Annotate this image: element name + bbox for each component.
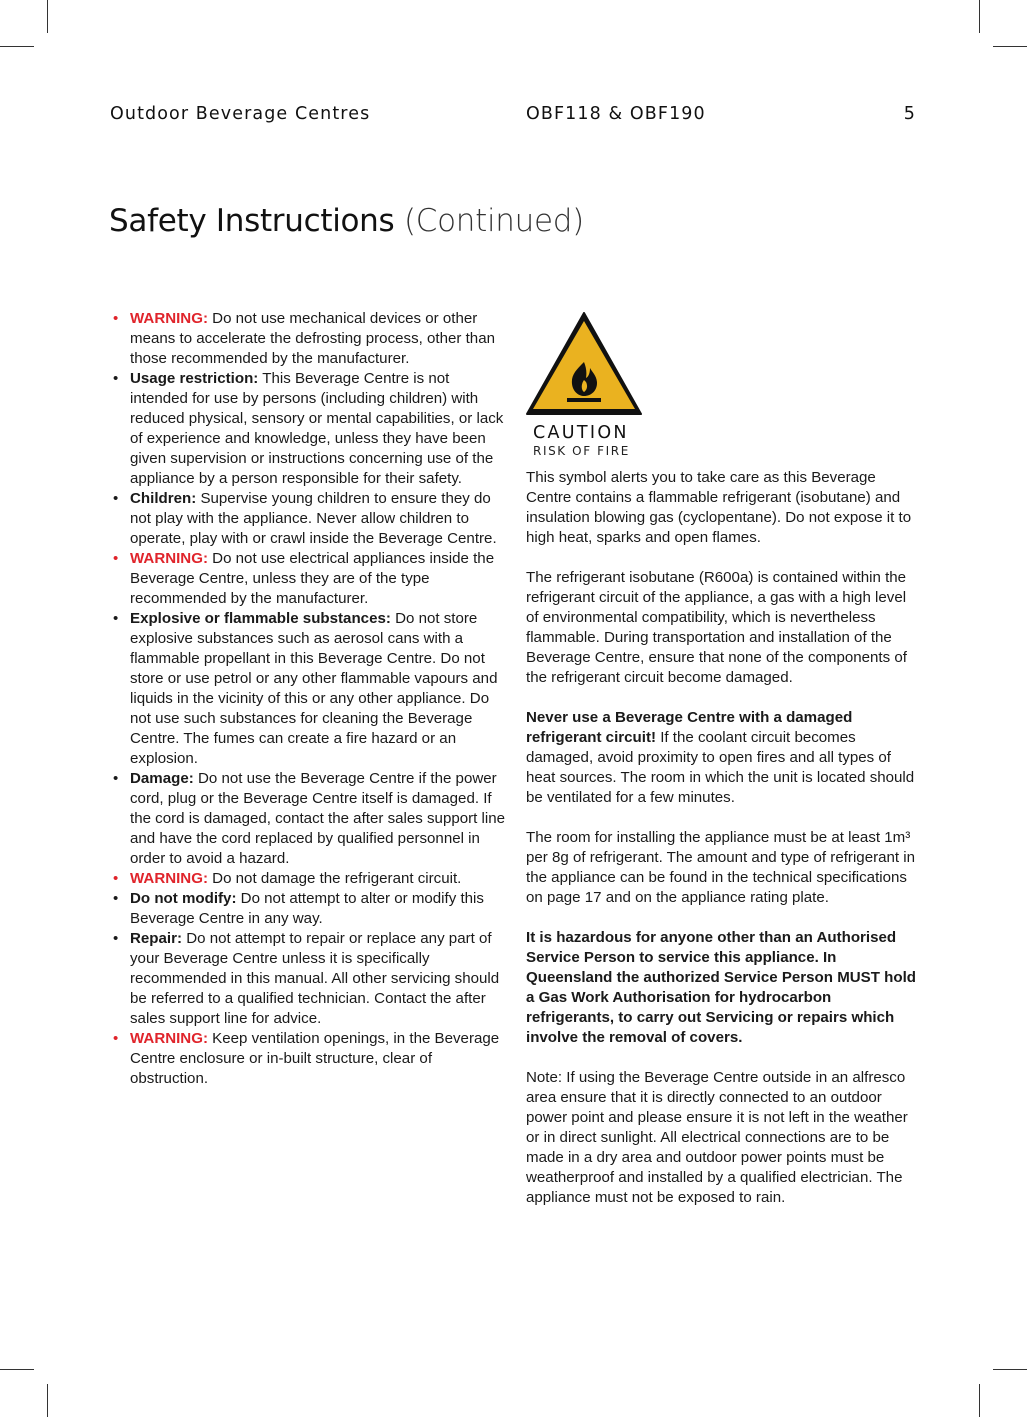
bullet-text: This Beverage Centre is not intended for use by persons (including children) with reduced physical, sensory or mental capabilities, or lack of experience and knowledge, unless they have been given supervision or instructions concerning use of the appliance by a person responsible for their safety. (130, 370, 504, 487)
bullet-label: Usage restriction: (130, 370, 259, 387)
bullet-text: Do not attempt to repair or replace any part of your Beverage Centre unless it is specifically recommended in this manual. All other servicing should be referred to a qualified technician. Contact the after sales support line for advice. (130, 930, 500, 1027)
bullet-label: Repair: (130, 930, 183, 947)
caution-label: CAUTION (533, 423, 629, 443)
safety-bullet-item (110, 869, 510, 889)
authorised-service-paragraph (526, 928, 921, 1048)
crop-mark (0, 1369, 34, 1370)
safety-bullet-item (110, 769, 510, 869)
bullet-dot-icon: • (113, 770, 119, 787)
safety-bullet-item (110, 889, 510, 929)
damaged-circuit-paragraph (526, 708, 921, 808)
crop-mark (993, 1369, 1027, 1370)
room-size-paragraph: The room for installing the appliance must be at least 1m³ per 8g of refrigerant. The amount and type of refrigerant in the appliance can be found in the technical specifications on page 17 and on the appliance rating plate. (526, 829, 916, 906)
damaged-circuit-text: If the coolant circuit becomes damaged, avoid proximity to open fires and all types of heat sources. The room in which the unit is located should be ventilated for a few minutes. (526, 729, 915, 806)
bullet-text: Do not use mechanical devices or other means to accelerate the defrosting process, other than those recommended by the manufacturer. (130, 310, 495, 367)
bullet-text: Do not use the Beverage Centre if the power cord, plug or the Beverage Centre itself is damaged. If the cord is damaged, contact the after sales support line and have the cord replaced by qualified personnel in order to avoid a hazard. (130, 770, 506, 867)
page-title (109, 203, 584, 239)
bullet-label: Damage: (130, 770, 194, 787)
bullet-dot-icon: • (113, 870, 119, 887)
bullet-label: WARNING: (130, 550, 208, 567)
safety-bullet-list (110, 309, 510, 1089)
crop-mark (0, 46, 34, 47)
header-model: OBF118 & OBF190 (526, 104, 706, 124)
authorised-service-text: It is hazardous for anyone other than an Authorised Service Person to service this appliance. In Queensland the authorized Service Person MUST hold a Gas Work Authorisation for hydrocarbon refrigerants, to carry out Servicing or repairs which involve the removal of covers. (526, 929, 916, 1046)
bullet-label: WARNING: (130, 870, 208, 887)
safety-bullet-item (110, 489, 510, 549)
safety-bullet-item (110, 609, 510, 769)
bullet-dot-icon: • (113, 1030, 119, 1047)
safety-bullet-item (110, 1029, 510, 1089)
refrigerant-paragraph: The refrigerant isobutane (R600a) is contained within the refrigerant circuit of the appliance, a gas with a high level of environmental compatibility, which is nevertheless flammable. During transportation and installation of the Beverage Centre, ensure that none of the components of the refrigerant circuit become damaged. (526, 569, 907, 686)
crop-mark (979, 0, 980, 33)
safety-list-column (110, 309, 510, 1089)
bullet-label: WARNING: (130, 1030, 208, 1047)
bullet-text: Do not attempt to alter or modify this Beverage Centre in any way. (130, 890, 484, 927)
symbol-description-paragraph: This symbol alerts you to take care as this Beverage Centre contains a flammable refrigerant (isobutane) and insulation blowing gas (cyclopentane). Do not expose it to high heat, sparks and open flames. (526, 469, 912, 546)
header-product-line: Outdoor Beverage Centres (110, 104, 371, 124)
crop-mark (47, 1384, 48, 1417)
bullet-label: WARNING: (130, 310, 208, 327)
bullet-label: Children: (130, 490, 197, 507)
safety-bullet-item (110, 549, 510, 609)
risk-of-fire-label: RISK OF FIRE (533, 444, 630, 458)
outdoor-note-paragraph: Note: If using the Beverage Centre outside in an alfresco area ensure that it is directly connected to an outdoor power point and please ensure it is not left in the weather or in direct sunlight. All electrical connections are to be made in a dry area and outdoor power points must be weatherproof and installed by a qualified electrician. The appliance must not be exposed to rain. (526, 1069, 908, 1206)
bullet-text: Keep ventilation openings, in the Beverage Centre enclosure or in-built structure, clear of obstruction. (130, 1030, 500, 1087)
flammable-warning-icon (526, 312, 642, 416)
safety-bullet-item (110, 369, 510, 489)
safety-bullet-item (110, 929, 510, 1029)
bullet-text: Supervise young children to ensure they do not play with the appliance. Never allow children to operate, play with or crawl inside the Beverage Centre. (130, 490, 497, 547)
title-main: Safety Instructions (109, 203, 395, 239)
bullet-dot-icon: • (113, 370, 119, 387)
damaged-circuit-warning: Never use a Beverage Centre with a damaged refrigerant circuit! (526, 709, 853, 746)
bullet-text: Do not damage the refrigerant circuit. (207, 870, 462, 887)
crop-mark (47, 0, 48, 33)
bullet-dot-icon: • (113, 890, 119, 907)
bullet-dot-icon: • (113, 550, 119, 567)
safety-bullet-item (110, 309, 510, 369)
crop-mark (993, 46, 1027, 47)
bullet-dot-icon: • (113, 930, 119, 947)
title-sub: (Continued) (403, 203, 584, 239)
page-header (110, 104, 916, 128)
bullet-label: Explosive or flammable substances: (130, 610, 391, 627)
refrigerant-info-column (526, 312, 921, 1228)
bullet-text: Do not use electrical appliances inside the Beverage Centre, unless they are of the type recommended by the manufacturer. (130, 550, 495, 607)
bullet-dot-icon: • (113, 610, 119, 627)
bullet-dot-icon: • (113, 310, 119, 327)
page-number: 5 (903, 104, 916, 124)
bullet-text: Do not store explosive substances such as aerosol cans with a flammable propellant in this Beverage Centre. Do not store or use petrol or any other flammable vapours and liquids in the vicinity of this or any other appliance. Do not use such substances for cleaning the Beverage Centre. The fumes can create a fire hazard or an explosion. (130, 610, 498, 767)
crop-mark (979, 1384, 980, 1417)
bullet-label: Do not modify: (130, 890, 237, 907)
bullet-dot-icon: • (113, 490, 119, 507)
